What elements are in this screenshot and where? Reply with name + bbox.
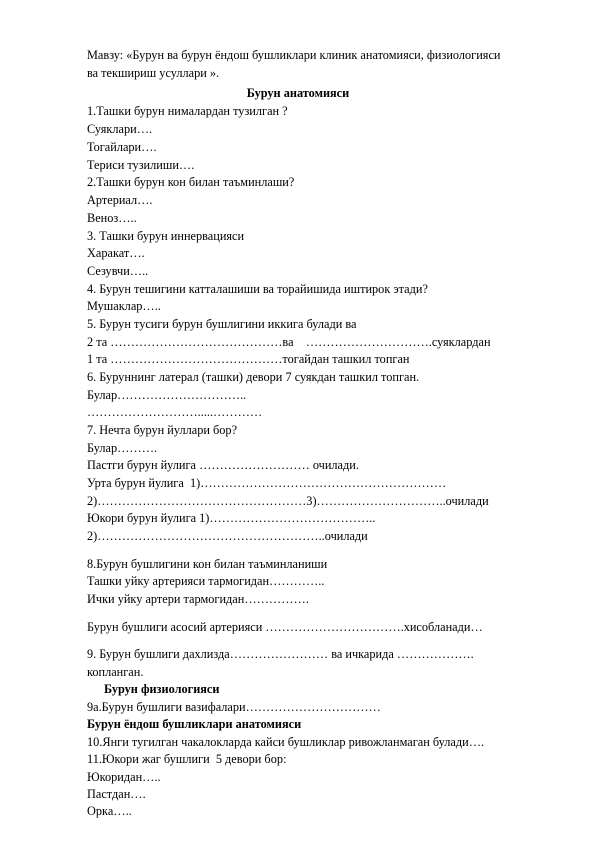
fill-in-line: Бурун бушлиги асосий артерияси …………………………….хисобланади…	[87, 620, 483, 634]
answer-line: Веноз…..	[87, 211, 137, 225]
fill-in-line: Ички уйку артери тармогидан…………….	[87, 592, 309, 606]
answer-line: Мушаклар…..	[87, 299, 161, 313]
answer-line: Сезувчи…..	[87, 264, 149, 278]
answer-line: Териси тузилиши….	[87, 158, 195, 172]
section-heading-sinuses: Бурун ёндош бушликлари анатомияси	[87, 717, 302, 731]
question-9: 9. Бурун бушлиги дахлизда…………………… ва ичкарида ……………….	[87, 647, 474, 661]
fill-in-line: 1 та ……………………………………тогайдан ташкил топган	[87, 352, 410, 366]
fill-in-line: Урта бурун йулига 1)……………………………………………………	[87, 476, 447, 490]
question-1: 1.Ташки бурун нималардан тузилган ?	[87, 104, 288, 118]
question-6: 6. Буруннинг латерал (ташки) девори 7 суякдан ташкил топган.	[87, 370, 420, 384]
fill-in-line: 2)……………………………………………3)…………………………..очилади	[87, 494, 489, 508]
question-9a: 9а.Бурун бушлиги вазифалари……………………………	[87, 700, 381, 714]
answer-line: Орка…..	[87, 804, 132, 818]
answer-line: Пастдан….	[87, 787, 146, 801]
question-11: 11.Юкори жаг бушлиги 5 девори бор:	[87, 752, 287, 766]
answer-line: Булар…………………………..	[87, 388, 247, 402]
question-8: 8.Бурун бушлигини кон билан таъминланиши	[87, 557, 328, 571]
fill-in-line: 2 та ……………………………………ва ………………………….суяклардан	[87, 335, 491, 349]
answer-line: Артериал….	[87, 193, 153, 207]
answer-line: Юкоридан…..	[87, 770, 161, 784]
answer-line: Суяклари….	[87, 122, 153, 136]
fill-in-line: Ташки уйку артерияси тармогидан…………..	[87, 574, 325, 588]
fill-in-line: Юкори бурун йулига 1)…………………………………..	[87, 511, 376, 525]
question-7: 7. Нечта бурун йуллари бор?	[87, 423, 238, 437]
question-4: 4. Бурун тешигини катталашиши ва торайишида иштирок этади?	[87, 282, 428, 296]
topic-line-1: Мавзу: «Бурун ва бурун ёндош бушликлари клиник анатомияси, физиологияси	[87, 48, 501, 62]
answer-line: Булар……….	[87, 441, 158, 455]
fill-in-line: 2)………………………………………………..очилади	[87, 529, 368, 543]
section-heading-anatomy: Бурун анатомияси	[246, 86, 350, 100]
answer-line: Харакат….	[87, 246, 145, 260]
question-3: 3. Ташки бурун иннервацияси	[87, 229, 245, 243]
question-2: 2.Ташки бурун кон билан таъминлаши?	[87, 175, 295, 189]
question-9-continuation: копланган.	[87, 665, 144, 679]
question-10: 10.Янги тугилган чакалокларда кайси бушликлар ривожланмаган булади….	[87, 735, 485, 749]
fill-in-line: ……………………….....…………	[87, 405, 263, 419]
topic-line-2: ва текшириш усуллари ».	[87, 66, 220, 80]
question-5: 5. Бурун тусиги бурун бушлигини иккига булади ва	[87, 317, 357, 331]
fill-in-line: Пастги бурун йулига ……………………… очилади.	[87, 458, 359, 472]
answer-line: Тогайлари….	[87, 140, 157, 154]
section-heading-physiology: Бурун физиологияси	[104, 682, 220, 696]
